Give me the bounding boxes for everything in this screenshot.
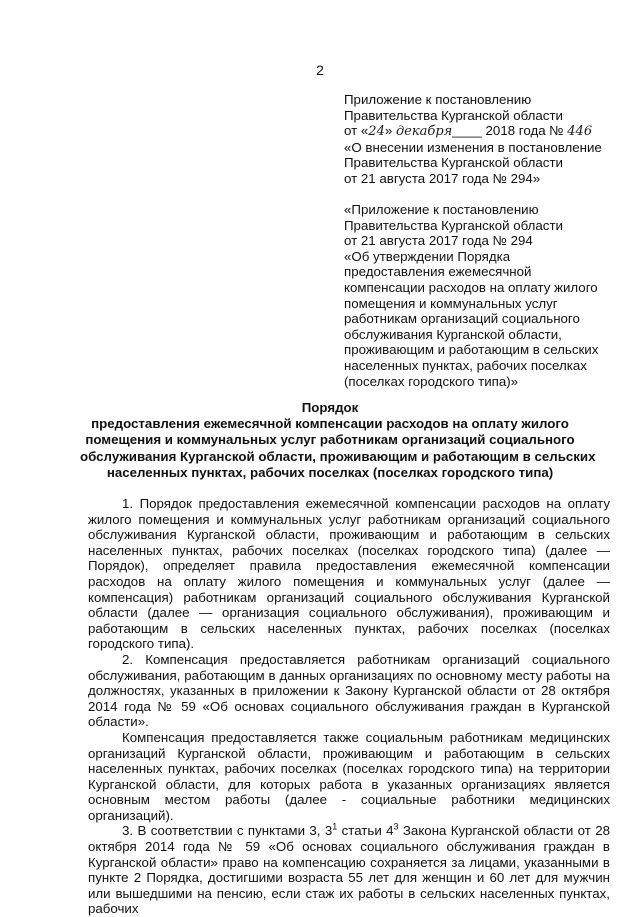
title-line: предоставления ежемесячной компенсации расходов на оплату жилого bbox=[91, 416, 569, 432]
appendix-block-main bbox=[344, 92, 614, 187]
paragraph-4 bbox=[88, 823, 610, 917]
appendix-line: Правительства Курганской области bbox=[344, 155, 563, 171]
appendix-line: работникам организаций социального bbox=[344, 311, 580, 327]
superscript: 3 bbox=[393, 822, 399, 833]
paragraph-3: Компенсация предоставляется также социальным работникам медицинских организаций Курганской области, проживающим и работающим в сельских населенных пунктах, рабочих поселках (поселках городского типа) на территории Курганской области, для которых работа в указанных организациях является основным местом работы (далее - социальные работники медицинских организаций). bbox=[88, 729, 610, 823]
appendix-line: Правительства Курганской области bbox=[344, 217, 563, 233]
appendix-line: населенных пунктах, рабочих поселках bbox=[344, 357, 587, 373]
paragraph-2: 2. Компенсация предоставляется работникам организаций социального обслуживания, работающим в данных организациях по основному месту работы на должностях, указанных в приложении к Закону Курганской области от 28 октября 2014 года № 59 «Об основах социального обслуживания граждан в Курганской области». bbox=[88, 651, 610, 730]
appendix-block-original bbox=[344, 202, 614, 389]
date-prefix: от « bbox=[344, 123, 369, 139]
appendix-line: Правительства Курганской области bbox=[344, 107, 563, 123]
handwritten-day: 24 bbox=[368, 124, 385, 140]
title-line: помещения и коммунальных услуг работникам организаций социального bbox=[85, 432, 575, 448]
appendix-line: предоставления ежемесячной bbox=[344, 264, 532, 280]
title-line: Порядок bbox=[301, 400, 359, 415]
appendix-line: (поселках городского типа)» bbox=[344, 373, 519, 389]
title-line: населенных пунктах, рабочих поселках (поселках городского типа) bbox=[106, 464, 554, 480]
document-title bbox=[80, 400, 596, 481]
appendix-line: от 21 августа 2017 года № 294» bbox=[344, 170, 541, 186]
appendix-date-line bbox=[344, 123, 614, 140]
document-body bbox=[88, 496, 610, 917]
appendix-line: «Приложение к постановлению bbox=[344, 202, 539, 217]
superscript: 1 bbox=[332, 822, 338, 833]
appendix-line: обслуживания Курганской области, bbox=[344, 326, 562, 342]
title-line: обслуживания Курганской области, проживающим и работающим в сельских bbox=[80, 448, 596, 464]
handwritten-month: декабря bbox=[395, 124, 453, 140]
appendix-line: компенсации расходов на оплату жилого bbox=[344, 279, 598, 295]
appendix-line: «Об утверждении Порядка bbox=[344, 248, 511, 264]
handwritten-number: 446 bbox=[567, 124, 593, 140]
page-number: 2 bbox=[316, 62, 324, 78]
paragraph-4-text: статьи 4 bbox=[337, 823, 394, 839]
appendix-line: Приложение к постановлению bbox=[344, 92, 532, 107]
appendix-line: помещения и коммунальных услуг bbox=[344, 295, 558, 311]
date-year: ____ 2018 года № bbox=[452, 123, 568, 139]
appendix-line: «О внесении изменения в постановление bbox=[344, 139, 602, 155]
appendix-line: проживающим и работающим в сельских bbox=[344, 342, 599, 358]
paragraph-4-text: 3. В соответствии с пунктами 3, 3 bbox=[122, 823, 333, 839]
paragraph-4-text: Закона Курганской области от 28 октября 2014 года № 59 «Об основах социального обслуживания граждан в Курганской области» право на компенсацию сохраняется за лицами, указанными в пункте 2 Порядка, достигшими возраста 55 лет для женщин и 60 лет для мужчин или вышедшими на пенсию, если стаж их работы в сельских населенных пунктах, рабочих bbox=[88, 823, 610, 917]
date-mid: » bbox=[384, 123, 396, 139]
paragraph-1: 1. Порядок предоставления ежемесячной компенсации расходов на оплату жилого помещения и коммунальных услуг работникам организаций социального обслуживания Курганской области, проживающим и работающим в сельских населенных пунктах, рабочих поселках (поселках городского типа) (далее — Порядок), определяет правила предоставления ежемесячной компенсации расходов на оплату жилого помещения и коммунальных услуг (далее — компенсация) работникам организаций социального обслуживания Курганской области (далее — организация социального обслуживания), проживающим и работающим в сельских населенных пунктах, рабочих поселках (поселках городского типа). bbox=[88, 496, 610, 652]
appendix-line: от 21 августа 2017 года № 294 bbox=[344, 233, 533, 249]
